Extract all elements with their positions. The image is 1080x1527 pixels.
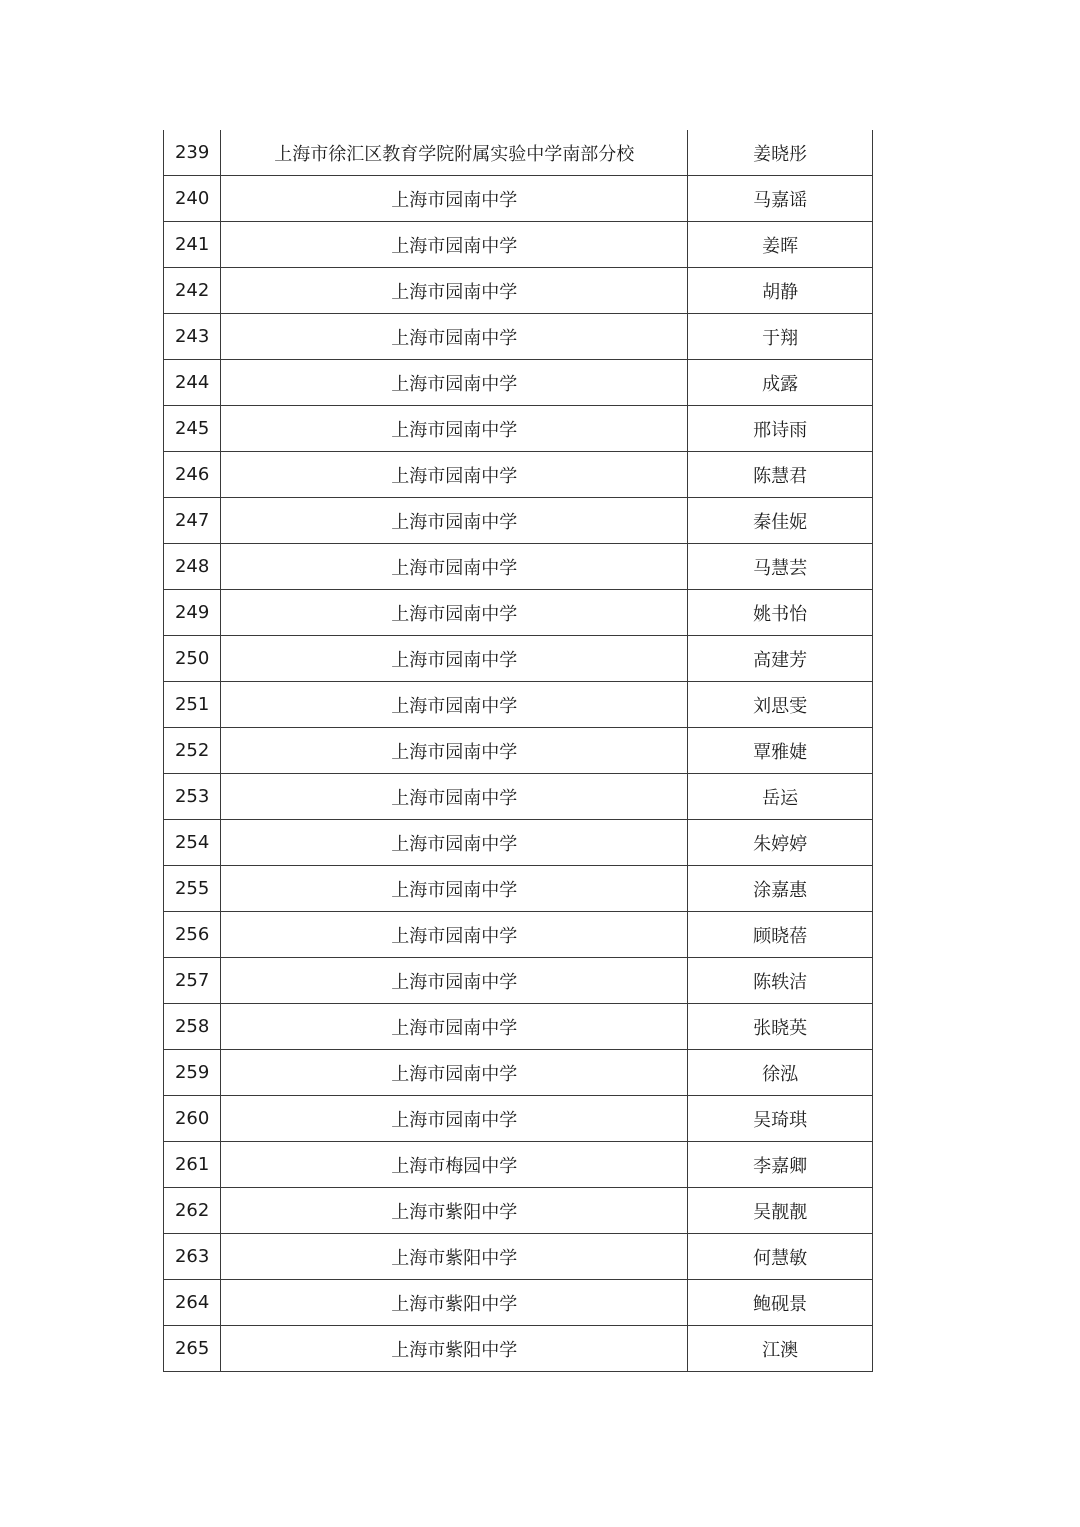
row-number-cell: 262 bbox=[164, 1188, 221, 1234]
row-number-cell: 255 bbox=[164, 866, 221, 912]
table-row bbox=[164, 314, 873, 360]
table-row bbox=[164, 774, 873, 820]
school-name-cell: 上海市园南中学 bbox=[221, 912, 688, 958]
row-number-cell: 261 bbox=[164, 1142, 221, 1188]
table-row bbox=[164, 866, 873, 912]
table-row bbox=[164, 636, 873, 682]
row-number-cell: 259 bbox=[164, 1050, 221, 1096]
person-name-cell: 马慧芸 bbox=[688, 544, 873, 590]
table-row bbox=[164, 544, 873, 590]
person-name-cell: 姜晓彤 bbox=[688, 130, 873, 176]
row-number-cell: 241 bbox=[164, 222, 221, 268]
school-name-cell: 上海市园南中学 bbox=[221, 452, 688, 498]
school-name-cell: 上海市园南中学 bbox=[221, 176, 688, 222]
person-name-cell: 江澳 bbox=[688, 1326, 873, 1372]
table-row bbox=[164, 912, 873, 958]
person-name-cell: 马嘉谣 bbox=[688, 176, 873, 222]
table-row bbox=[164, 1188, 873, 1234]
person-name-cell: 成露 bbox=[688, 360, 873, 406]
person-name-cell: 张晓英 bbox=[688, 1004, 873, 1050]
row-number-cell: 246 bbox=[164, 452, 221, 498]
table-row bbox=[164, 1142, 873, 1188]
row-number-cell: 257 bbox=[164, 958, 221, 1004]
table-row bbox=[164, 176, 873, 222]
person-name-cell: 秦佳妮 bbox=[688, 498, 873, 544]
school-name-cell: 上海市园南中学 bbox=[221, 820, 688, 866]
row-number-cell: 256 bbox=[164, 912, 221, 958]
table-row bbox=[164, 820, 873, 866]
person-name-cell: 陈轶洁 bbox=[688, 958, 873, 1004]
person-name-cell: 顾晓蓓 bbox=[688, 912, 873, 958]
table-row bbox=[164, 1050, 873, 1096]
row-number-cell: 247 bbox=[164, 498, 221, 544]
school-name-cell: 上海市园南中学 bbox=[221, 866, 688, 912]
table-row bbox=[164, 268, 873, 314]
table-row bbox=[164, 1280, 873, 1326]
row-number-cell: 248 bbox=[164, 544, 221, 590]
row-number-cell: 263 bbox=[164, 1234, 221, 1280]
person-name-cell: 覃雅婕 bbox=[688, 728, 873, 774]
school-name-cell: 上海市园南中学 bbox=[221, 406, 688, 452]
row-number-cell: 245 bbox=[164, 406, 221, 452]
table-row bbox=[164, 590, 873, 636]
roster-table-body bbox=[164, 130, 873, 1372]
row-number-cell: 264 bbox=[164, 1280, 221, 1326]
table-row bbox=[164, 406, 873, 452]
table-row bbox=[164, 498, 873, 544]
row-number-cell: 252 bbox=[164, 728, 221, 774]
row-number-cell: 250 bbox=[164, 636, 221, 682]
row-number-cell: 249 bbox=[164, 590, 221, 636]
person-name-cell: 吴琦琪 bbox=[688, 1096, 873, 1142]
school-name-cell: 上海市园南中学 bbox=[221, 682, 688, 728]
table-row bbox=[164, 682, 873, 728]
person-name-cell: 吴靓靓 bbox=[688, 1188, 873, 1234]
row-number-cell: 239 bbox=[164, 130, 221, 176]
person-name-cell: 姜晖 bbox=[688, 222, 873, 268]
person-name-cell: 鲍砚景 bbox=[688, 1280, 873, 1326]
person-name-cell: 岳运 bbox=[688, 774, 873, 820]
person-name-cell: 陈慧君 bbox=[688, 452, 873, 498]
person-name-cell: 邢诗雨 bbox=[688, 406, 873, 452]
school-name-cell: 上海市园南中学 bbox=[221, 958, 688, 1004]
table-row bbox=[164, 1096, 873, 1142]
school-name-cell: 上海市园南中学 bbox=[221, 268, 688, 314]
school-name-cell: 上海市徐汇区教育学院附属实验中学南部分校 bbox=[221, 130, 688, 176]
table-row bbox=[164, 728, 873, 774]
person-name-cell: 徐泓 bbox=[688, 1050, 873, 1096]
school-name-cell: 上海市紫阳中学 bbox=[221, 1326, 688, 1372]
person-name-cell: 朱婷婷 bbox=[688, 820, 873, 866]
person-name-cell: 胡静 bbox=[688, 268, 873, 314]
school-name-cell: 上海市园南中学 bbox=[221, 1004, 688, 1050]
row-number-cell: 253 bbox=[164, 774, 221, 820]
school-name-cell: 上海市园南中学 bbox=[221, 360, 688, 406]
row-number-cell: 240 bbox=[164, 176, 221, 222]
table-row bbox=[164, 360, 873, 406]
person-name-cell: 于翔 bbox=[688, 314, 873, 360]
school-name-cell: 上海市园南中学 bbox=[221, 222, 688, 268]
school-name-cell: 上海市园南中学 bbox=[221, 728, 688, 774]
table-row bbox=[164, 222, 873, 268]
row-number-cell: 260 bbox=[164, 1096, 221, 1142]
school-name-cell: 上海市园南中学 bbox=[221, 314, 688, 360]
school-name-cell: 上海市梅园中学 bbox=[221, 1142, 688, 1188]
person-name-cell: 何慧敏 bbox=[688, 1234, 873, 1280]
person-name-cell: 高建芳 bbox=[688, 636, 873, 682]
school-name-cell: 上海市园南中学 bbox=[221, 1050, 688, 1096]
person-name-cell: 涂嘉惠 bbox=[688, 866, 873, 912]
person-name-cell: 姚书怡 bbox=[688, 590, 873, 636]
school-name-cell: 上海市紫阳中学 bbox=[221, 1280, 688, 1326]
person-name-cell: 李嘉卿 bbox=[688, 1142, 873, 1188]
roster-table bbox=[163, 130, 873, 1372]
person-name-cell: 刘思雯 bbox=[688, 682, 873, 728]
row-number-cell: 242 bbox=[164, 268, 221, 314]
row-number-cell: 244 bbox=[164, 360, 221, 406]
school-name-cell: 上海市园南中学 bbox=[221, 590, 688, 636]
table-row bbox=[164, 452, 873, 498]
school-name-cell: 上海市园南中学 bbox=[221, 544, 688, 590]
school-name-cell: 上海市紫阳中学 bbox=[221, 1188, 688, 1234]
table-row bbox=[164, 1004, 873, 1050]
school-name-cell: 上海市园南中学 bbox=[221, 774, 688, 820]
table-row bbox=[164, 130, 873, 176]
school-name-cell: 上海市园南中学 bbox=[221, 636, 688, 682]
row-number-cell: 251 bbox=[164, 682, 221, 728]
row-number-cell: 243 bbox=[164, 314, 221, 360]
table-row bbox=[164, 1326, 873, 1372]
row-number-cell: 258 bbox=[164, 1004, 221, 1050]
school-name-cell: 上海市紫阳中学 bbox=[221, 1234, 688, 1280]
table-row bbox=[164, 958, 873, 1004]
school-name-cell: 上海市园南中学 bbox=[221, 498, 688, 544]
row-number-cell: 254 bbox=[164, 820, 221, 866]
table-row bbox=[164, 1234, 873, 1280]
row-number-cell: 265 bbox=[164, 1326, 221, 1372]
school-name-cell: 上海市园南中学 bbox=[221, 1096, 688, 1142]
